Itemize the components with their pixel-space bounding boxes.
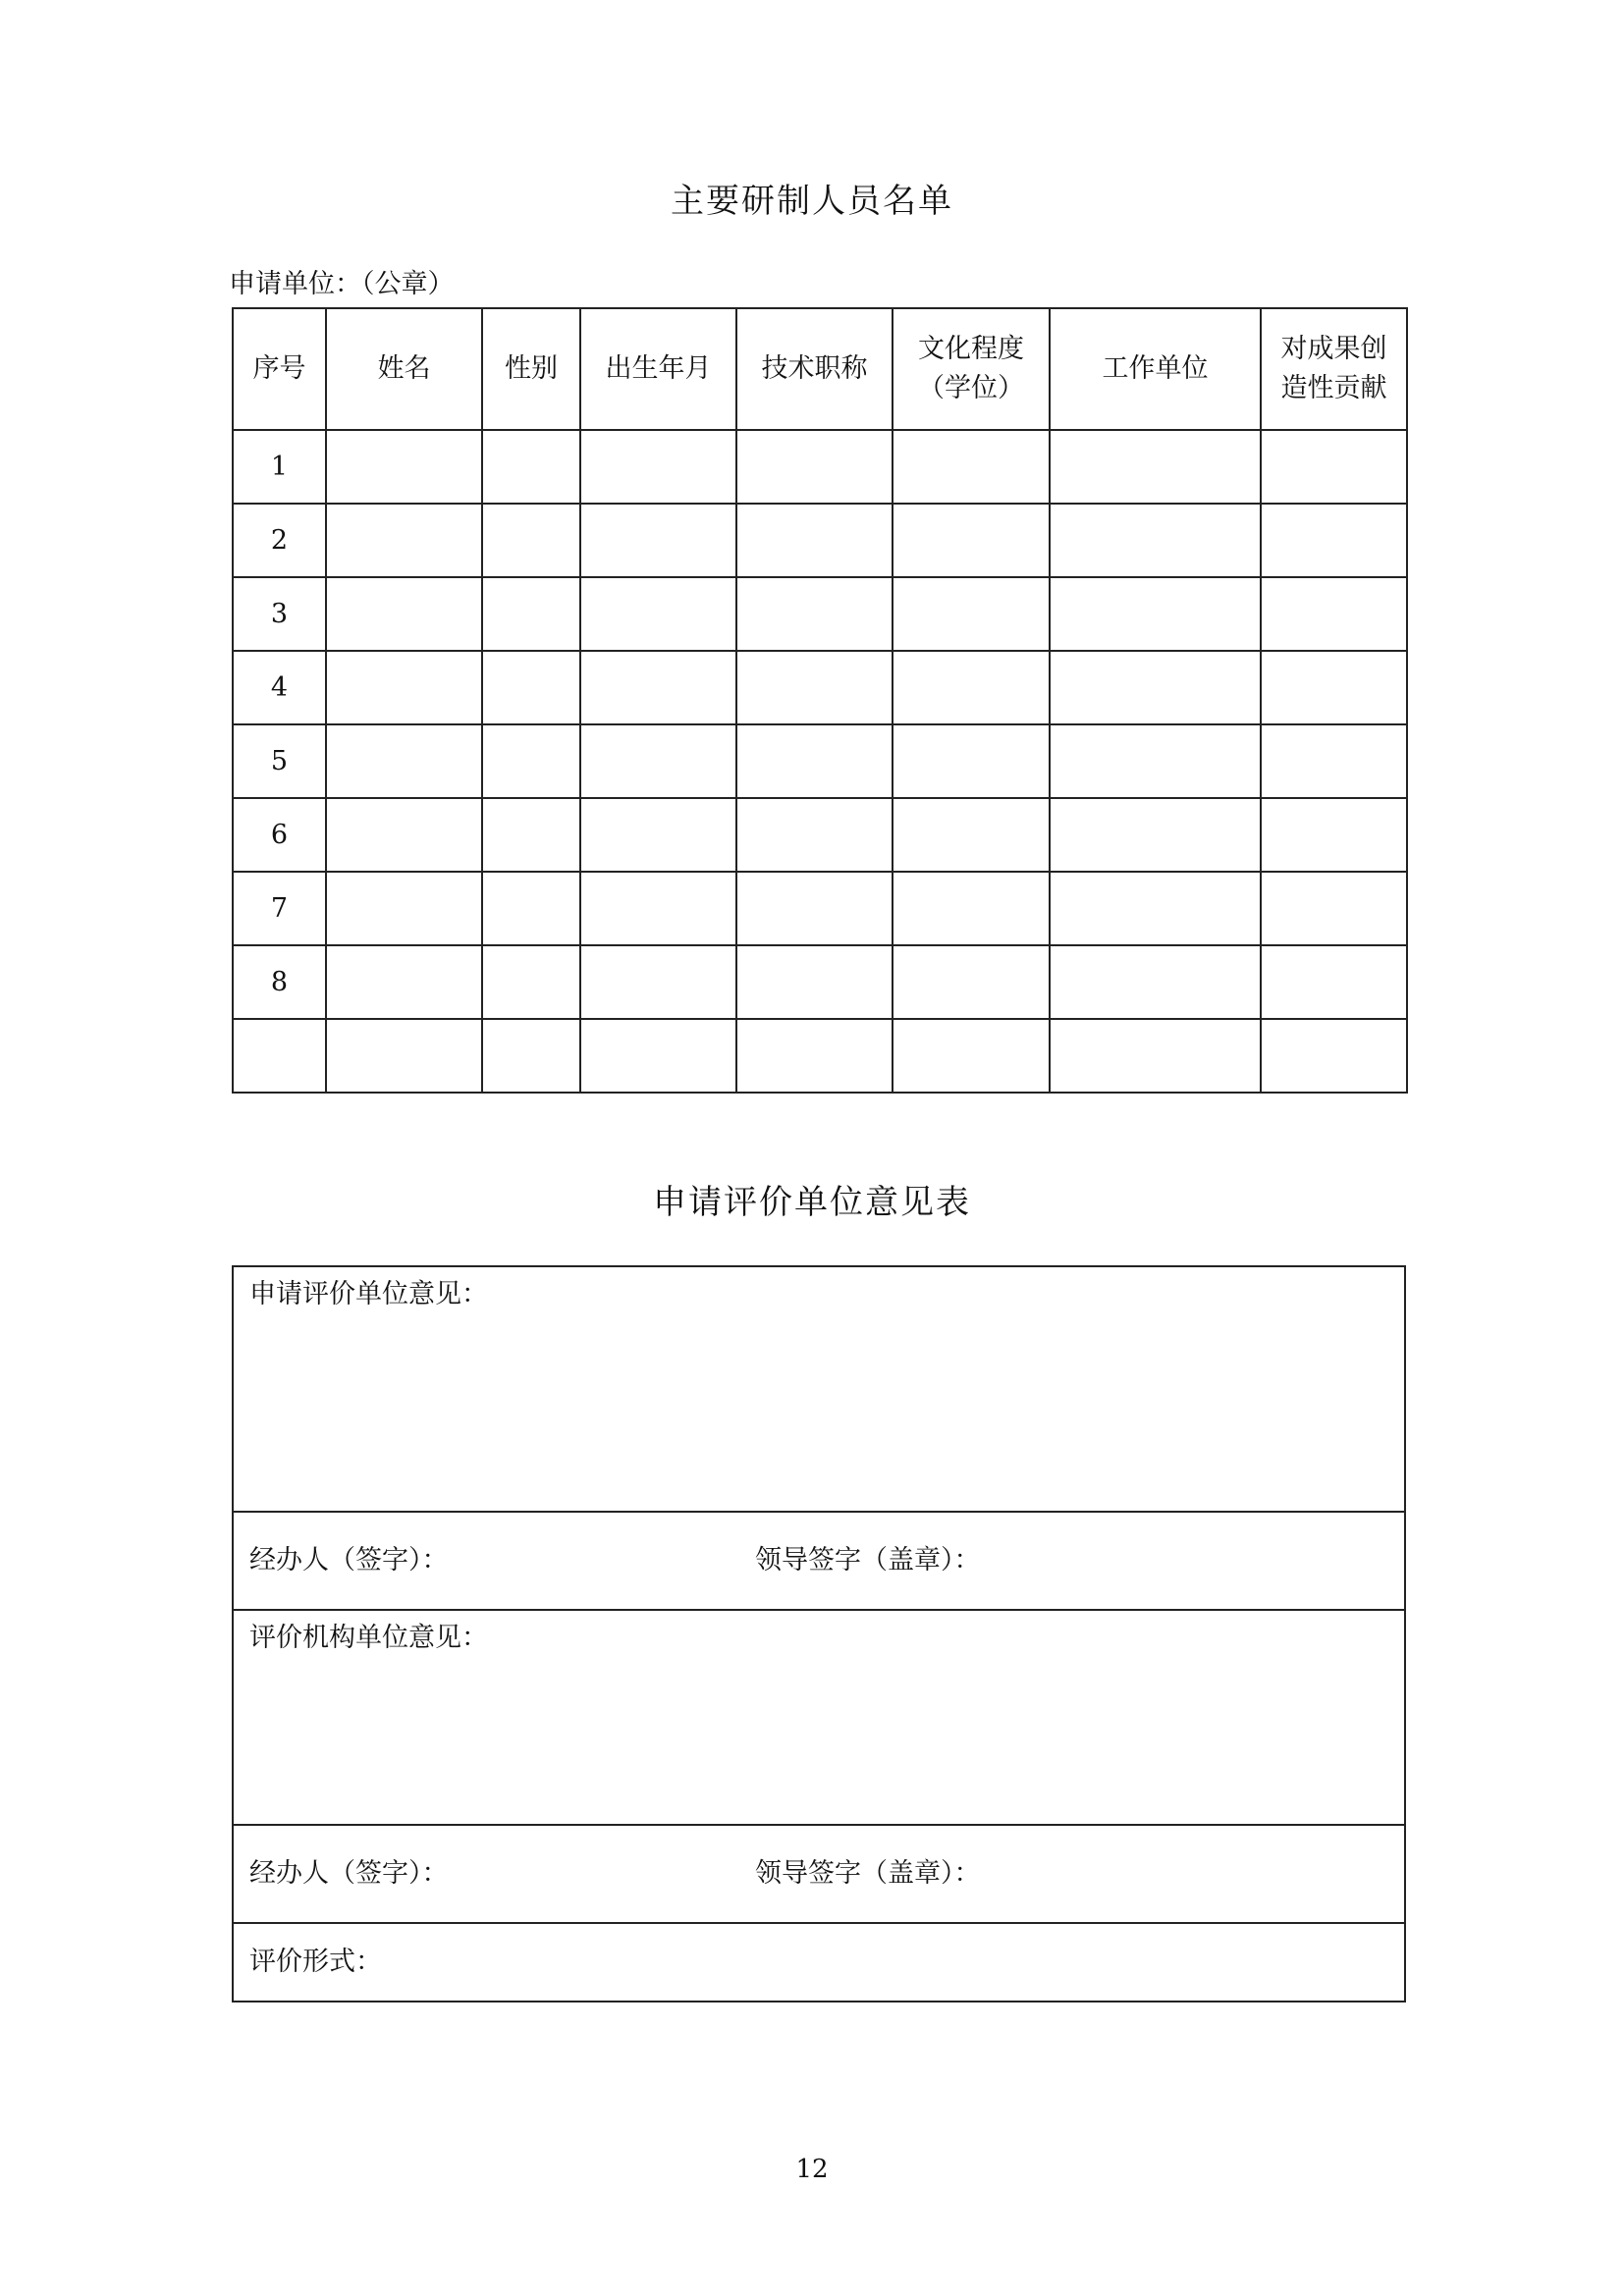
contribution-cell[interactable] bbox=[1261, 651, 1407, 724]
birth-cell[interactable] bbox=[580, 577, 736, 651]
leader-signature-label-2: 领导签字（盖章）： bbox=[755, 1858, 981, 1889]
gender-cell[interactable] bbox=[482, 872, 580, 945]
title-cell[interactable] bbox=[736, 504, 893, 577]
workplace-cell[interactable] bbox=[1050, 798, 1261, 872]
table-row bbox=[233, 945, 1407, 1019]
birth-cell[interactable] bbox=[580, 945, 736, 1019]
title-cell[interactable] bbox=[736, 577, 893, 651]
title-cell[interactable] bbox=[736, 798, 893, 872]
table-row bbox=[233, 872, 1407, 945]
title-cell[interactable] bbox=[736, 430, 893, 504]
workplace-cell[interactable] bbox=[1050, 504, 1261, 577]
row-number-cell: 8 bbox=[233, 945, 326, 1019]
handler-signature-label: 经办人（签字）： bbox=[249, 1545, 449, 1575]
birth-cell[interactable] bbox=[580, 430, 736, 504]
workplace-cell[interactable] bbox=[1050, 430, 1261, 504]
applicant-opinion-cell[interactable] bbox=[233, 1266, 1405, 1512]
handler-signature-label-2: 经办人（签字）： bbox=[249, 1858, 449, 1889]
row-number-cell: 7 bbox=[233, 872, 326, 945]
table-row bbox=[233, 1019, 1407, 1093]
name-cell[interactable] bbox=[326, 945, 482, 1019]
contribution-cell[interactable] bbox=[1261, 577, 1407, 651]
name-cell[interactable] bbox=[326, 651, 482, 724]
birth-cell[interactable] bbox=[580, 504, 736, 577]
staff-list-title: 主要研制人员名单 bbox=[671, 182, 953, 221]
header-cell-workplace: 工作单位 bbox=[1050, 308, 1261, 430]
birth-cell[interactable] bbox=[580, 1019, 736, 1093]
name-cell[interactable] bbox=[326, 798, 482, 872]
title-cell[interactable] bbox=[736, 651, 893, 724]
applicant-opinion-label: 申请评价单位意见： bbox=[249, 1279, 488, 1309]
page-number: 12 bbox=[795, 2155, 829, 2184]
name-cell[interactable] bbox=[326, 1019, 482, 1093]
gender-cell[interactable] bbox=[482, 1019, 580, 1093]
header-cell-no: 序号 bbox=[233, 308, 326, 430]
row-number-cell: 1 bbox=[233, 430, 326, 504]
row-number-cell: 5 bbox=[233, 724, 326, 798]
contribution-cell[interactable] bbox=[1261, 724, 1407, 798]
education-cell[interactable] bbox=[893, 577, 1050, 651]
row-number-cell: 6 bbox=[233, 798, 326, 872]
contribution-cell[interactable] bbox=[1261, 430, 1407, 504]
signature-row-1 bbox=[233, 1512, 1405, 1610]
education-cell[interactable] bbox=[893, 1019, 1050, 1093]
evaluation-form-cell[interactable] bbox=[233, 1923, 1405, 2002]
header-cell-education: 文化程度 （学位） bbox=[893, 308, 1050, 430]
name-cell[interactable] bbox=[326, 724, 482, 798]
workplace-cell[interactable] bbox=[1050, 577, 1261, 651]
applicant-unit-label: 申请单位：（公章） bbox=[229, 269, 455, 299]
contribution-cell[interactable] bbox=[1261, 872, 1407, 945]
workplace-cell[interactable] bbox=[1050, 724, 1261, 798]
row-number-cell bbox=[233, 1019, 326, 1093]
header-cell-gender: 性别 bbox=[482, 308, 580, 430]
workplace-cell[interactable] bbox=[1050, 651, 1261, 724]
gender-cell[interactable] bbox=[482, 577, 580, 651]
name-cell[interactable] bbox=[326, 872, 482, 945]
header-cell-title: 技术职称 bbox=[736, 308, 893, 430]
table-row bbox=[233, 577, 1407, 651]
contribution-cell[interactable] bbox=[1261, 945, 1407, 1019]
title-cell[interactable] bbox=[736, 872, 893, 945]
birth-cell[interactable] bbox=[580, 872, 736, 945]
education-cell[interactable] bbox=[893, 651, 1050, 724]
name-cell[interactable] bbox=[326, 577, 482, 651]
name-cell[interactable] bbox=[326, 504, 482, 577]
gender-cell[interactable] bbox=[482, 651, 580, 724]
table-row bbox=[233, 724, 1407, 798]
table-row bbox=[233, 430, 1407, 504]
gender-cell[interactable] bbox=[482, 798, 580, 872]
gender-cell[interactable] bbox=[482, 945, 580, 1019]
gender-cell[interactable] bbox=[482, 504, 580, 577]
education-cell[interactable] bbox=[893, 945, 1050, 1019]
title-cell[interactable] bbox=[736, 724, 893, 798]
evaluation-form-label: 评价形式： bbox=[249, 1947, 382, 1977]
opinion-form-title: 申请评价单位意见表 bbox=[653, 1183, 971, 1222]
contribution-cell[interactable] bbox=[1261, 1019, 1407, 1093]
education-cell[interactable] bbox=[893, 504, 1050, 577]
birth-cell[interactable] bbox=[580, 724, 736, 798]
staff-table bbox=[232, 307, 1408, 1094]
education-cell[interactable] bbox=[893, 724, 1050, 798]
education-cell[interactable] bbox=[893, 430, 1050, 504]
birth-cell[interactable] bbox=[580, 651, 736, 724]
row-number-cell: 2 bbox=[233, 504, 326, 577]
table-row bbox=[233, 651, 1407, 724]
workplace-cell[interactable] bbox=[1050, 1019, 1261, 1093]
title-cell[interactable] bbox=[736, 945, 893, 1019]
gender-cell[interactable] bbox=[482, 724, 580, 798]
table-header-row bbox=[233, 308, 1407, 430]
header-cell-name: 姓名 bbox=[326, 308, 482, 430]
education-cell[interactable] bbox=[893, 798, 1050, 872]
table-row bbox=[233, 504, 1407, 577]
contribution-cell[interactable] bbox=[1261, 504, 1407, 577]
contribution-cell[interactable] bbox=[1261, 798, 1407, 872]
row-number-cell: 3 bbox=[233, 577, 326, 651]
workplace-cell[interactable] bbox=[1050, 872, 1261, 945]
institution-opinion-cell[interactable] bbox=[233, 1610, 1405, 1825]
table-row bbox=[233, 798, 1407, 872]
name-cell[interactable] bbox=[326, 430, 482, 504]
gender-cell[interactable] bbox=[482, 430, 580, 504]
opinion-table bbox=[232, 1265, 1406, 2002]
education-cell[interactable] bbox=[893, 872, 1050, 945]
title-cell[interactable] bbox=[736, 1019, 893, 1093]
leader-signature-label: 领导签字（盖章）： bbox=[755, 1545, 981, 1575]
signature-row-2 bbox=[233, 1825, 1405, 1923]
row-number-cell: 4 bbox=[233, 651, 326, 724]
institution-opinion-label: 评价机构单位意见： bbox=[249, 1623, 488, 1653]
workplace-cell[interactable] bbox=[1050, 945, 1261, 1019]
header-cell-contribution: 对成果创 造性贡献 bbox=[1261, 308, 1407, 430]
birth-cell[interactable] bbox=[580, 798, 736, 872]
header-cell-birth: 出生年月 bbox=[580, 308, 736, 430]
